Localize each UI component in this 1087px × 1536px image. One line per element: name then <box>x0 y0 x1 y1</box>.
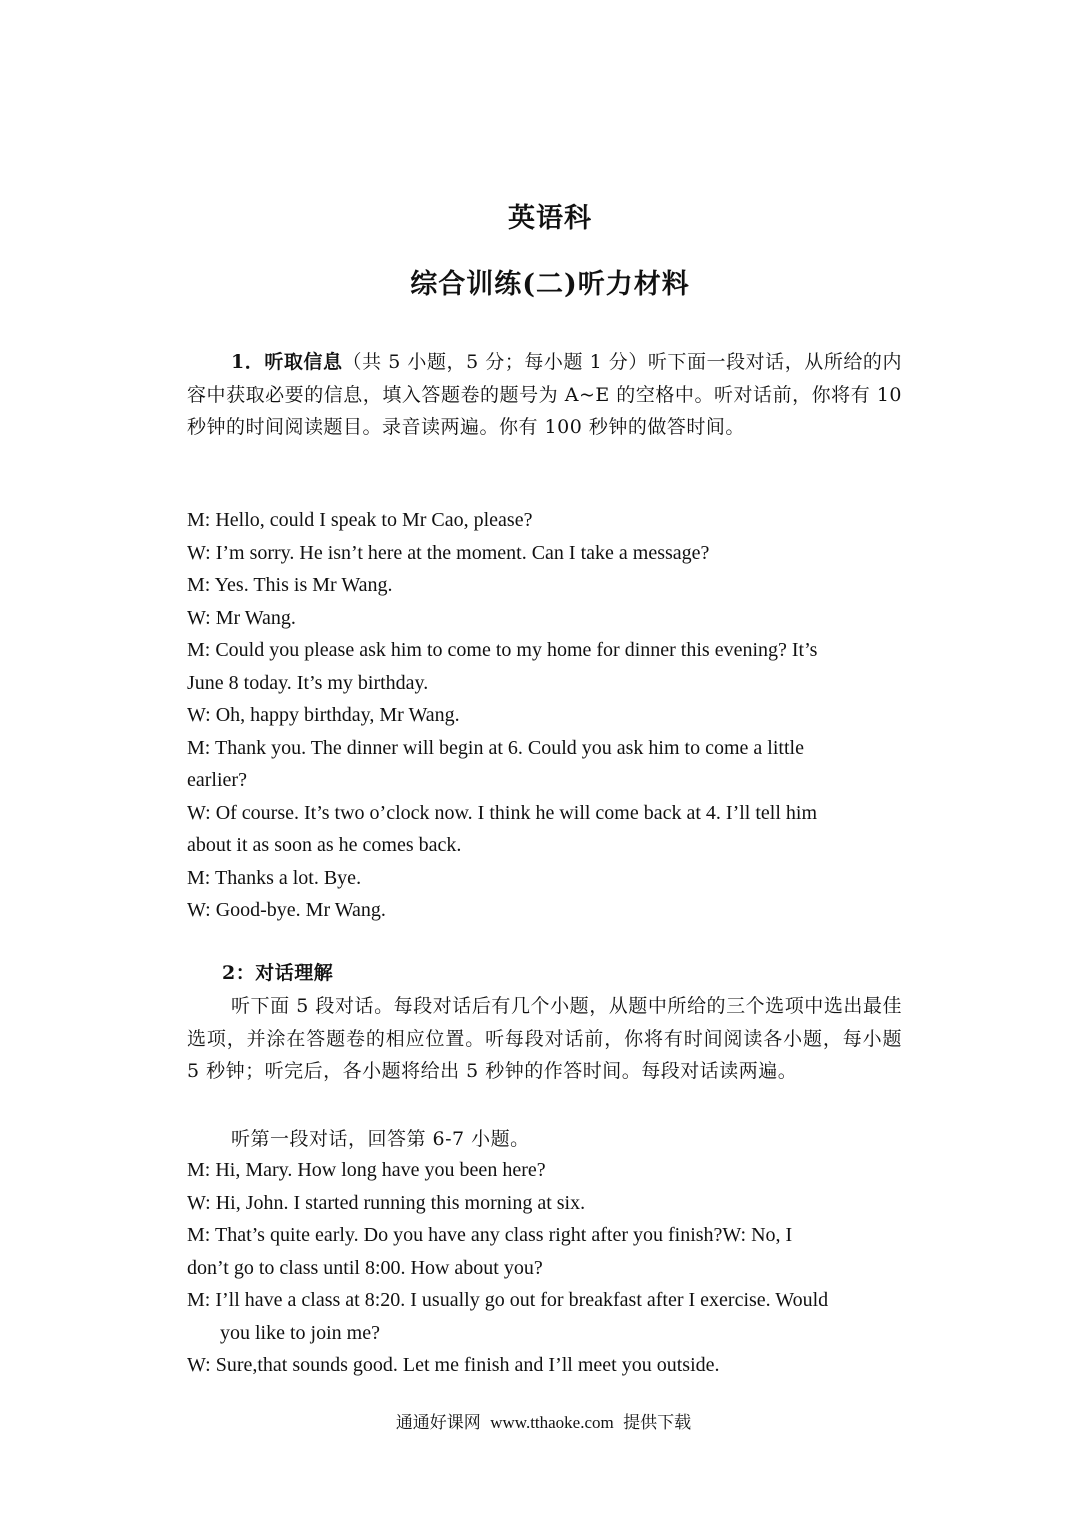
dialogue-line: M: Thanks a lot. Bye. <box>187 866 362 889</box>
footer-note: 提供下载 <box>623 1413 692 1433</box>
section1-instruction-text: （共 5 小题，5 分；每小题 1 分）听下面一段对话，从所给的内容中获取必要的信息，填入答题卷的题号为 A~E 的空格中。听对话前，你将有 10 秒钟的时间阅读题目。录音读两遍。你有 100 秒钟的做答时间。 <box>187 351 902 438</box>
dialogue-line: W: Oh, happy birthday, Mr Wang. <box>187 704 460 726</box>
dialogue-line: W: Sure,that sounds good. Let me finish and I’ll meet you outside. <box>187 1354 720 1376</box>
section1-dialogue <box>187 504 907 927</box>
dialogue-line: M: That’s quite early. Do you have any class right after you finish?W: No, I <box>187 1224 793 1246</box>
dialogue-line: W: Good-bye. Mr Wang. <box>187 899 386 921</box>
section2-instructions: 听下面 5 段对话。每段对话后有几个小题，从题中所给的三个选项中选出最佳选项，并涂在答题卷的相应位置。听每段对话前，你将有时间阅读各小题，每小题 5 秒钟；听完后，各小题将给出 5 秒钟的作答时间。每段对话读两遍。 <box>187 995 902 1082</box>
dialogue-line: M: I’ll have a class at 8:20. I usually go out for breakfast after I exercise. Would <box>187 1289 829 1311</box>
dialogue-line: about it as soon as he comes back. <box>187 834 462 856</box>
section1-instructions <box>187 346 902 444</box>
dialogue-line: don’t go to class until 8:00. How about you? <box>187 1256 543 1279</box>
section2-heading: 2：对话理解 <box>222 962 334 984</box>
section2-dialogue <box>187 1154 907 1382</box>
dialogue-line: you like to join me? <box>220 1321 380 1344</box>
page-title: 综合训练(二)听力材料 <box>410 269 690 300</box>
dialogue-line: W: Mr Wang. <box>187 606 296 629</box>
dialogue-line: June 8 today. It’s my birthday. <box>187 671 429 694</box>
section1-heading: 听取信息 <box>264 351 343 373</box>
dialogue-line: earlier? <box>187 769 247 791</box>
dialogue-line: M: Thank you. The dinner will begin at 6. Could you ask him to come a little <box>187 736 804 759</box>
dialogue-line: W: I’m sorry. He isn’t here at the moment. Can I take a message? <box>187 541 710 564</box>
dialogue-line: M: Hi, Mary. How long have you been here? <box>187 1159 546 1181</box>
dialogue-line: M: Hello, could I speak to Mr Cao, please? <box>187 509 533 531</box>
footer-site: 通通好课网 <box>395 1413 481 1433</box>
dialogue-line: W: Of course. It’s two o’clock now. I think he will come back at 4. I’ll tell him <box>187 801 818 824</box>
page-footer <box>0 1408 1087 1433</box>
dialogue-line: M: Yes. This is Mr Wang. <box>187 574 393 596</box>
section2-part1-intro: 听第一段对话，回答第 6-7 小题。 <box>231 1128 530 1150</box>
dialogue-line: M: Could you please ask him to come to my home for dinner this evening? It’s <box>187 639 818 661</box>
dialogue-line: W: Hi, John. I started running this morning at six. <box>187 1191 586 1214</box>
section1-number: 1． <box>231 351 265 373</box>
subject-title: 英语科 <box>508 203 592 234</box>
footer-url[interactable]: www.tthaoke.com <box>490 1413 614 1432</box>
